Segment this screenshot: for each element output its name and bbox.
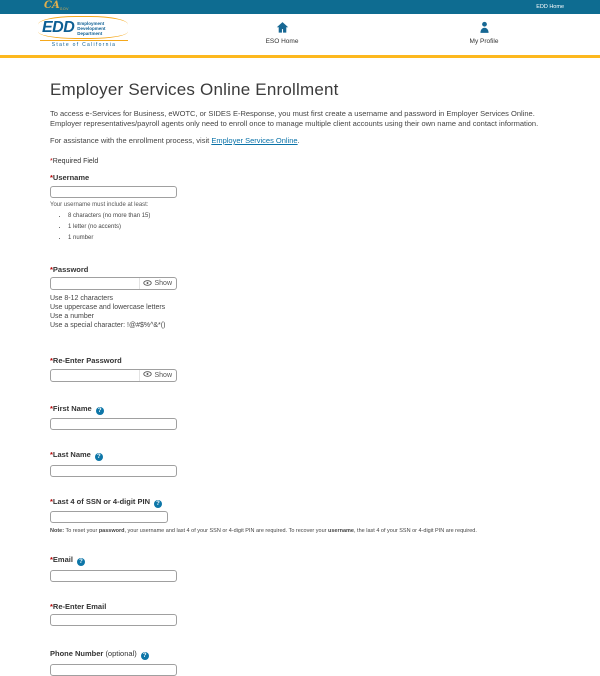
assistance-paragraph: For assistance with the enrollment process, visit Employer Services Online.	[50, 136, 300, 145]
ca-gov-logo[interactable]	[44, 0, 69, 12]
person-icon	[449, 21, 519, 35]
email-group	[50, 555, 550, 582]
ca-gov-logo-sub: GOV	[59, 7, 69, 11]
password-group	[50, 265, 550, 331]
password-label: *Password	[50, 264, 89, 274]
phone-input[interactable]	[50, 664, 177, 676]
show-reenter-password-button[interactable]	[139, 370, 176, 381]
ssn-pin-help-icon[interactable]: ?	[154, 500, 162, 508]
first-name-help-icon[interactable]: ?	[96, 407, 104, 415]
email-input[interactable]	[50, 570, 177, 582]
email-help-icon[interactable]: ?	[77, 558, 85, 566]
eye-icon	[143, 280, 152, 288]
username-label: *Username	[50, 173, 90, 182]
edd-acronym: EDD	[42, 19, 75, 36]
home-icon	[247, 21, 317, 35]
password-input[interactable]	[51, 278, 139, 289]
ssn-pin-group	[50, 497, 550, 535]
password-hints: Use 8-12 characters Use uppercase and lowercase letters Use a number Use a special character: !@#$%^&*()	[50, 295, 166, 329]
show-password-label: Show	[154, 280, 172, 287]
edd-home-link[interactable]: EDD Home	[536, 4, 564, 10]
first-name-input[interactable]	[50, 418, 177, 430]
nav-eso-home[interactable]	[247, 21, 317, 45]
nav-eso-home-label: ESO Home	[265, 38, 299, 45]
nav-my-profile-label: My Profile	[469, 38, 499, 45]
first-name-label: *First Name ?	[50, 404, 550, 415]
ssn-pin-label: *Last 4 of SSN or 4-digit PIN ?	[50, 497, 550, 508]
reenter-email-group	[50, 602, 550, 627]
email-label: *Email ?	[50, 555, 550, 566]
reenter-password-label: *Re-Enter Password	[50, 356, 122, 365]
nav-my-profile[interactable]	[449, 21, 519, 45]
username-group	[50, 173, 550, 241]
last-name-help-icon[interactable]: ?	[95, 453, 103, 461]
username-hint-item: • 8 characters (no more than 15)	[68, 213, 550, 219]
page-title: Employer Services Online Enrollment	[50, 80, 339, 99]
last-name-group	[50, 450, 550, 477]
reenter-password-field	[50, 369, 177, 382]
show-password-button[interactable]	[139, 278, 176, 289]
site-header	[0, 14, 600, 55]
edd-logo-wordmark: Employment Development Department	[77, 21, 106, 37]
reenter-email-label: *Re-Enter Email	[50, 601, 107, 611]
intro-paragraph: To access e-Services for Business, eWOTC, or SIDES E-Response, you must first create a username and password in Employer Services Online. Employer representatives/payroll agents only need to enroll once to manage multiple client accounts using their own name and contact information.	[50, 109, 539, 128]
employer-services-online-link[interactable]: Employer Services Online	[211, 136, 298, 145]
phone-label: Phone Number (optional) ?	[50, 649, 550, 660]
ssn-pin-input[interactable]	[50, 511, 168, 523]
edd-logo[interactable]	[40, 18, 128, 48]
ca-gov-logo-text: CA	[44, 0, 60, 11]
username-hint-item: • 1 number	[68, 235, 550, 241]
last-name-label: *Last Name ?	[50, 450, 550, 461]
reenter-password-group	[50, 356, 550, 382]
required-field-legend: *Required Field	[50, 158, 99, 165]
password-field	[50, 277, 177, 290]
top-utility-bar	[0, 0, 600, 14]
first-name-group	[50, 404, 550, 431]
eye-icon	[143, 371, 152, 379]
enrollment-form-page	[0, 58, 600, 676]
username-input[interactable]	[50, 186, 177, 198]
username-hint-item: • 1 letter (no accents)	[68, 224, 550, 230]
phone-help-icon[interactable]: ?	[141, 652, 149, 660]
phone-group	[50, 649, 550, 676]
username-hint-title: Your username must include at least:	[50, 201, 149, 208]
reenter-email-input[interactable]	[50, 614, 177, 626]
edd-logo-tagline: State of California	[40, 40, 128, 49]
ssn-pin-note: Note: To reset your password, your username and last 4 of your SSN or 4-digit PIN are required. To recover your username, the last 4 of your SSN or 4-digit PIN are required.	[50, 528, 477, 534]
username-hint-list	[53, 213, 550, 241]
show-reenter-password-label: Show	[154, 371, 172, 379]
reenter-password-input[interactable]	[51, 370, 139, 381]
last-name-input[interactable]	[50, 465, 177, 477]
